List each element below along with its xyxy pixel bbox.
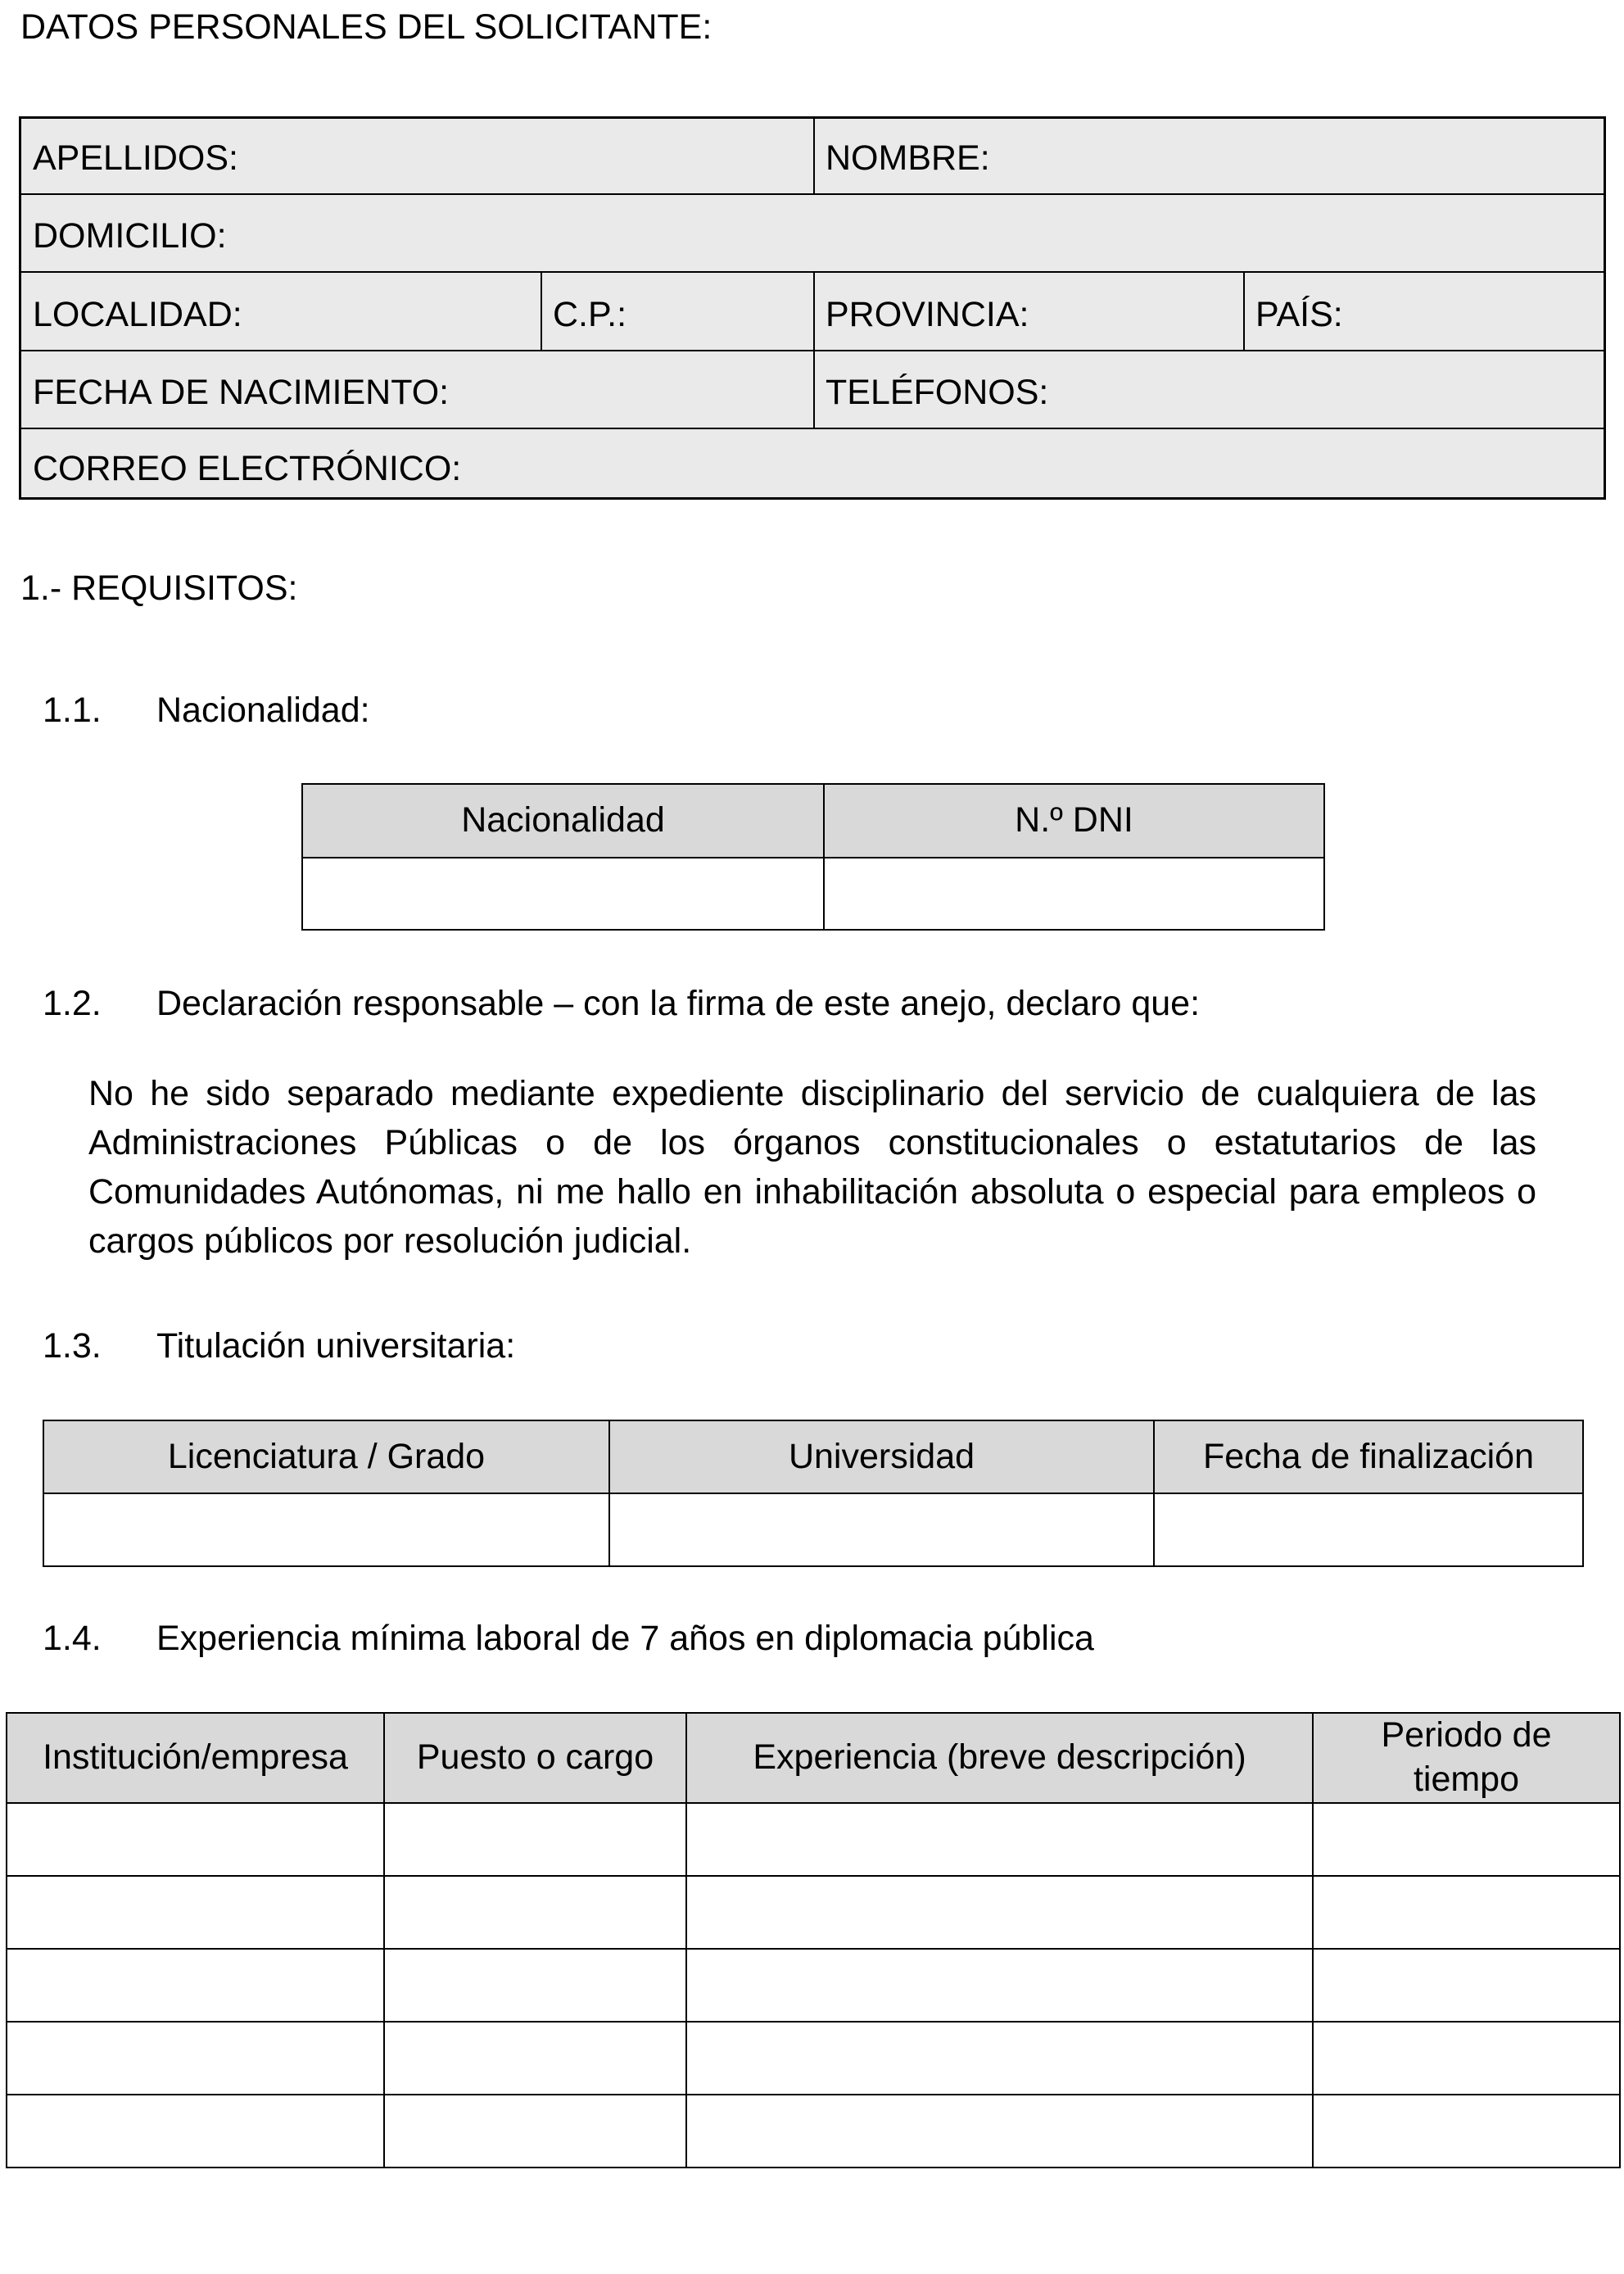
experience-table xyxy=(6,1712,1621,2168)
nationality-heading: Nacionalidad: xyxy=(156,691,370,730)
nationality-input-cell[interactable] xyxy=(302,858,824,930)
declaration-heading: Declaración responsable – con la firma de este anejo, declaro que: xyxy=(156,984,1201,1023)
country-field[interactable]: PAÍS: xyxy=(1255,295,1343,334)
period-column-header: Periodo de tiempo xyxy=(1313,1713,1620,1803)
table-cell[interactable] xyxy=(1313,2095,1620,2168)
province-field[interactable]: PROVINCIA: xyxy=(826,295,1029,334)
table-cell[interactable] xyxy=(686,1803,1313,1876)
table-cell[interactable] xyxy=(686,2095,1313,2168)
table-cell[interactable] xyxy=(686,1949,1313,2022)
dni-column-header: N.º DNI xyxy=(824,784,1324,858)
postal-code-field[interactable]: C.P.: xyxy=(553,295,627,334)
personal-data-table xyxy=(19,116,1606,500)
dni-input-cell[interactable] xyxy=(824,858,1324,930)
table-cell[interactable] xyxy=(384,1876,686,1949)
description-column-header: Experiencia (breve descripción) xyxy=(686,1713,1313,1803)
table-row xyxy=(7,2022,1620,2095)
experience-heading: Experiencia mínima laboral de 7 años en diplomacia pública xyxy=(156,1619,1094,1658)
nationality-number: 1.1. xyxy=(43,691,102,730)
institution-column-header: Institución/empresa xyxy=(7,1713,384,1803)
position-column-header: Puesto o cargo xyxy=(384,1713,686,1803)
table-cell[interactable] xyxy=(686,1876,1313,1949)
birth-date-field[interactable]: FECHA DE NACIMIENTO: xyxy=(33,373,450,412)
table-cell[interactable] xyxy=(1313,1949,1620,2022)
phones-field[interactable]: TELÉFONOS: xyxy=(826,373,1049,412)
table-cell[interactable] xyxy=(384,2022,686,2095)
table-row xyxy=(7,2095,1620,2168)
table-cell[interactable] xyxy=(1313,1803,1620,1876)
end-date-input-cell[interactable] xyxy=(1154,1493,1583,1566)
table-cell[interactable] xyxy=(7,1803,384,1876)
table-cell[interactable] xyxy=(384,1803,686,1876)
university-column-header: Universidad xyxy=(609,1420,1154,1493)
form-title: DATOS PERSONALES DEL SOLICITANTE: xyxy=(20,7,712,47)
table-row xyxy=(7,1876,1620,1949)
experience-number: 1.4. xyxy=(43,1619,102,1658)
surname-field[interactable]: APELLIDOS: xyxy=(33,138,238,178)
declaration-number: 1.2. xyxy=(43,984,102,1023)
university-input-cell[interactable] xyxy=(609,1493,1154,1566)
declaration-paragraph: No he sido separado mediante expediente disciplinario del servicio de cualquiera de las Administraciones Públicas o de los órganos constitucionales o estatutarios de las Comunidades Autónomas, ni me hallo en inhabilitación absoluta o especial para empleos o cargos públicos por resolución judicial. xyxy=(88,1074,1536,1261)
table-cell[interactable] xyxy=(7,2095,384,2168)
degree-heading: Titulación universitaria: xyxy=(156,1326,516,1366)
table-cell[interactable] xyxy=(384,1949,686,2022)
requirements-title: 1.- REQUISITOS: xyxy=(20,568,298,608)
table-cell[interactable] xyxy=(1313,2022,1620,2095)
table-cell[interactable] xyxy=(7,2022,384,2095)
email-field[interactable]: CORREO ELECTRÓNICO: xyxy=(33,449,462,488)
table-row xyxy=(7,1949,1620,2022)
table-row xyxy=(7,1803,1620,1876)
degree-column-header: Licenciatura / Grado xyxy=(43,1420,609,1493)
locality-field[interactable]: LOCALIDAD: xyxy=(33,295,242,334)
table-cell[interactable] xyxy=(1313,1876,1620,1949)
degree-number: 1.3. xyxy=(43,1326,102,1366)
name-field[interactable]: NOMBRE: xyxy=(826,138,990,178)
table-cell[interactable] xyxy=(384,2095,686,2168)
table-cell[interactable] xyxy=(7,1876,384,1949)
degree-table xyxy=(43,1420,1584,1567)
address-field[interactable]: DOMICILIO: xyxy=(33,216,227,256)
nationality-column-header: Nacionalidad xyxy=(302,784,824,858)
nationality-table xyxy=(301,783,1325,931)
end-date-column-header: Fecha de finalización xyxy=(1154,1420,1583,1493)
degree-input-cell[interactable] xyxy=(43,1493,609,1566)
table-cell[interactable] xyxy=(686,2022,1313,2095)
table-cell[interactable] xyxy=(7,1949,384,2022)
